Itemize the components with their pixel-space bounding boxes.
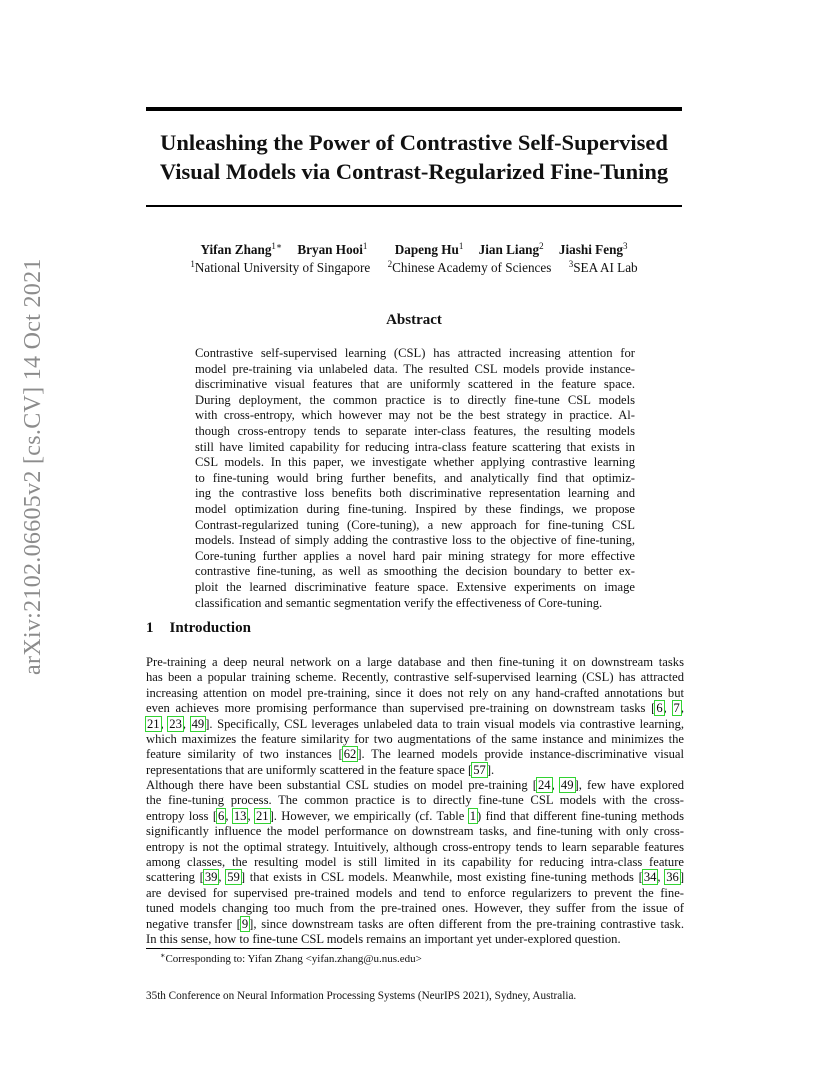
citation-link[interactable]: 9 — [241, 916, 249, 931]
footnote-corresponding-author: ∗Corresponding to: Yifan Zhang <yifan.zhang@u.nus.edu> — [160, 951, 422, 965]
paragraph-line: negative transfer [9], since downstream tasks are often different from the pre-training contrastive task. — [146, 916, 684, 931]
affiliation: $^3$SEA AI Lab — [568, 259, 638, 275]
affiliation: $^1$National University of Singapore — [190, 259, 371, 275]
abstract-line: During deployment, the common practice is to directly fine-tune CSL models — [195, 392, 635, 407]
citation-link[interactable]: 57 — [473, 762, 486, 777]
abstract-line: models. Instead of simply adding the contrastive loss to the objective of fine-tuning, — [195, 533, 635, 548]
citation-link[interactable]: 36 — [666, 870, 679, 885]
citation-link[interactable]: 49 — [560, 778, 574, 792]
paragraph-line: In this sense, how to fine-tune CSL models remains an important yet under-explored question. — [146, 932, 621, 947]
author: Jian Liang$^2$ — [478, 241, 544, 257]
title-line-2: Visual Models via Contrast-Regularized Fine-Tuning — [159, 159, 669, 184]
citation-link[interactable]: 13 — [233, 808, 247, 823]
abstract-line: ploit the learned discriminative feature space. Extensive experiments on image — [195, 579, 635, 594]
citation-link[interactable]: 62 — [343, 747, 357, 762]
affiliation: $^2$Chinese Academy of Sciences — [387, 259, 552, 275]
citation-link[interactable]: 21 — [255, 808, 269, 823]
intro-paragraph-2 — [146, 778, 684, 947]
paragraph-line: feature similarity of two instances [62]. The learned models provide instance-discriminative visual — [146, 747, 684, 762]
abstract-line: still have limited capability for reducing intra-class feature scattering that exists in — [195, 439, 635, 454]
citation-link[interactable]: 6 — [218, 808, 225, 823]
abstract-line: discriminative visual features that are uniformly scattered in the feature space. — [195, 377, 635, 392]
section-title: Introduction — [169, 620, 251, 636]
author: Yifan Zhang$^{1∗}$ — [200, 241, 283, 257]
paragraph-line: among classes, the resulting model is still limited in its capability for reducing intra-class feature — [146, 855, 684, 870]
paragraph-line: the fine-tuning process. The common practice is to directly fine-tune CSL models with the cross- — [146, 793, 684, 808]
title-top-rule — [146, 107, 682, 111]
paragraph-line: are devised for supervised pre-trained models and tend to enforce regularizers to prevent the fine- — [146, 885, 684, 900]
abstract-line: CSL models. In this paper, we investigate whether applying contrastive learning — [195, 455, 635, 470]
paragraph-line: Pre-training a deep neural network on a large database and then fine-tuning it on downstream tasks — [146, 655, 684, 669]
abstract-line: to fine-tuning would bring further benefits, and analytically find that optimiz- — [195, 470, 635, 485]
paragraph-line: has been a popular training scheme. Recently, contrastive self-supervised learning (CSL) has attracted — [146, 670, 684, 685]
citation-link[interactable]: 23 — [169, 716, 182, 731]
paragraph-line: Although there have been substantial CSL studies on model pre-training [24, 49], few have explored — [146, 778, 685, 792]
paragraph-line: entropy is not the optimal strategy. Intuitively, although cross-entropy tends to learn separable features — [146, 839, 684, 854]
abstract-line: model pre-training via unlabeled data. The resulted CSL models provide instance- — [195, 361, 635, 376]
footnote-rule — [146, 948, 342, 949]
abstract-line: Contrast-regularized tuning (Core-tuning), a new approach for fine-tuning CSL — [195, 517, 635, 532]
abstract-line: though cross-entropy tends to separate inter-class features, the resulting models — [195, 423, 635, 438]
paragraph-line: tuned models changing too much from the pre-trained ones. However, they suffer from the issue of — [146, 901, 684, 916]
author: Bryan Hooi$^1$ — [297, 241, 368, 257]
author: Jiashi Feng$^3$ — [558, 241, 628, 257]
author-block — [120, 241, 708, 277]
abstract-line: with cross-entropy, which however may not be the best strategy in practice. Al- — [195, 408, 635, 423]
table-reference-link[interactable]: 1 — [469, 808, 476, 823]
citation-link[interactable]: 49 — [191, 716, 205, 731]
paper-title — [120, 128, 708, 186]
citation-link[interactable]: 39 — [204, 870, 218, 885]
citation-link[interactable]: 6 — [656, 701, 663, 716]
citation-link[interactable]: 59 — [227, 870, 240, 885]
section-number: 1 — [146, 620, 154, 636]
intro-paragraph-1 — [146, 655, 684, 778]
citation-link[interactable]: 7 — [673, 701, 680, 716]
abstract-heading: Abstract — [386, 312, 442, 328]
title-line-1: Unleashing the Power of Contrastive Self-Supervised — [160, 130, 668, 155]
paragraph-line: even achieves more promising performance than supervised pre-training on downstream tasks [6, 7, — [146, 701, 684, 716]
abstract-line: Contrastive self-supervised learning (CSL) has attracted increasing attention for — [195, 346, 635, 360]
abstract-line: classification and semantic segmentation verify the effectiveness of Core-tuning. — [195, 595, 603, 610]
abstract-line: contrastive fine-tuning, as well as smoothing the decision boundary to better ex- — [195, 564, 635, 579]
title-bottom-rule — [146, 205, 682, 207]
citation-link[interactable]: 24 — [538, 778, 551, 792]
abstract-line: Core-tuning further applies a novel hard pair mining strategy for more effective — [195, 548, 635, 563]
abstract-line: model optimization during fine-tuning. Inspired by these findings, we propose — [195, 501, 635, 516]
paragraph-line: scattering [39, 59] that exists in CSL models. Meanwhile, most existing fine-tuning methods [34, 36] — [146, 870, 685, 885]
paragraph-line: representations that are uniformly scattered in the feature space [57]. — [146, 762, 495, 777]
author: Dapeng Hu$^1$ — [394, 241, 464, 257]
paragraph-line: which maximizes the feature similarity for two augmentations of the same instance and minimizes the — [146, 732, 684, 747]
section-heading-introduction — [146, 620, 251, 637]
paragraph-line: entropy loss [6, 13, 21]. However, we empirically (cf. Table 1) find that different fine-tuning methods — [146, 808, 685, 823]
author-affiliations — [120, 259, 708, 277]
abstract-body — [195, 346, 635, 611]
conference-footer: 35th Conference on Neural Information Processing Systems (NeurIPS 2021), Sydney, Australia. — [146, 990, 577, 1002]
abstract-line: ing the contrastive loss benefits both discriminative representation learning and — [195, 486, 635, 501]
paragraph-line: significantly influence the model performance on downstream tasks, and fine-tuning with only cross- — [146, 824, 684, 839]
paragraph-line: increasing attention on model pre-training, since it does not rely on any hand-crafted annotations but — [146, 685, 684, 700]
paragraph-line: 21, 23, 49]. Specifically, CSL leverages unlabeled data to train visual models via contrastive learning, — [147, 716, 685, 731]
arxiv-identifier-stamp: arXiv:2102.06605v2 [cs.CV] 14 Oct 2021 — [20, 258, 46, 675]
citation-link[interactable]: 21 — [147, 716, 160, 731]
author-names — [120, 241, 708, 259]
citation-link[interactable]: 34 — [643, 870, 657, 885]
